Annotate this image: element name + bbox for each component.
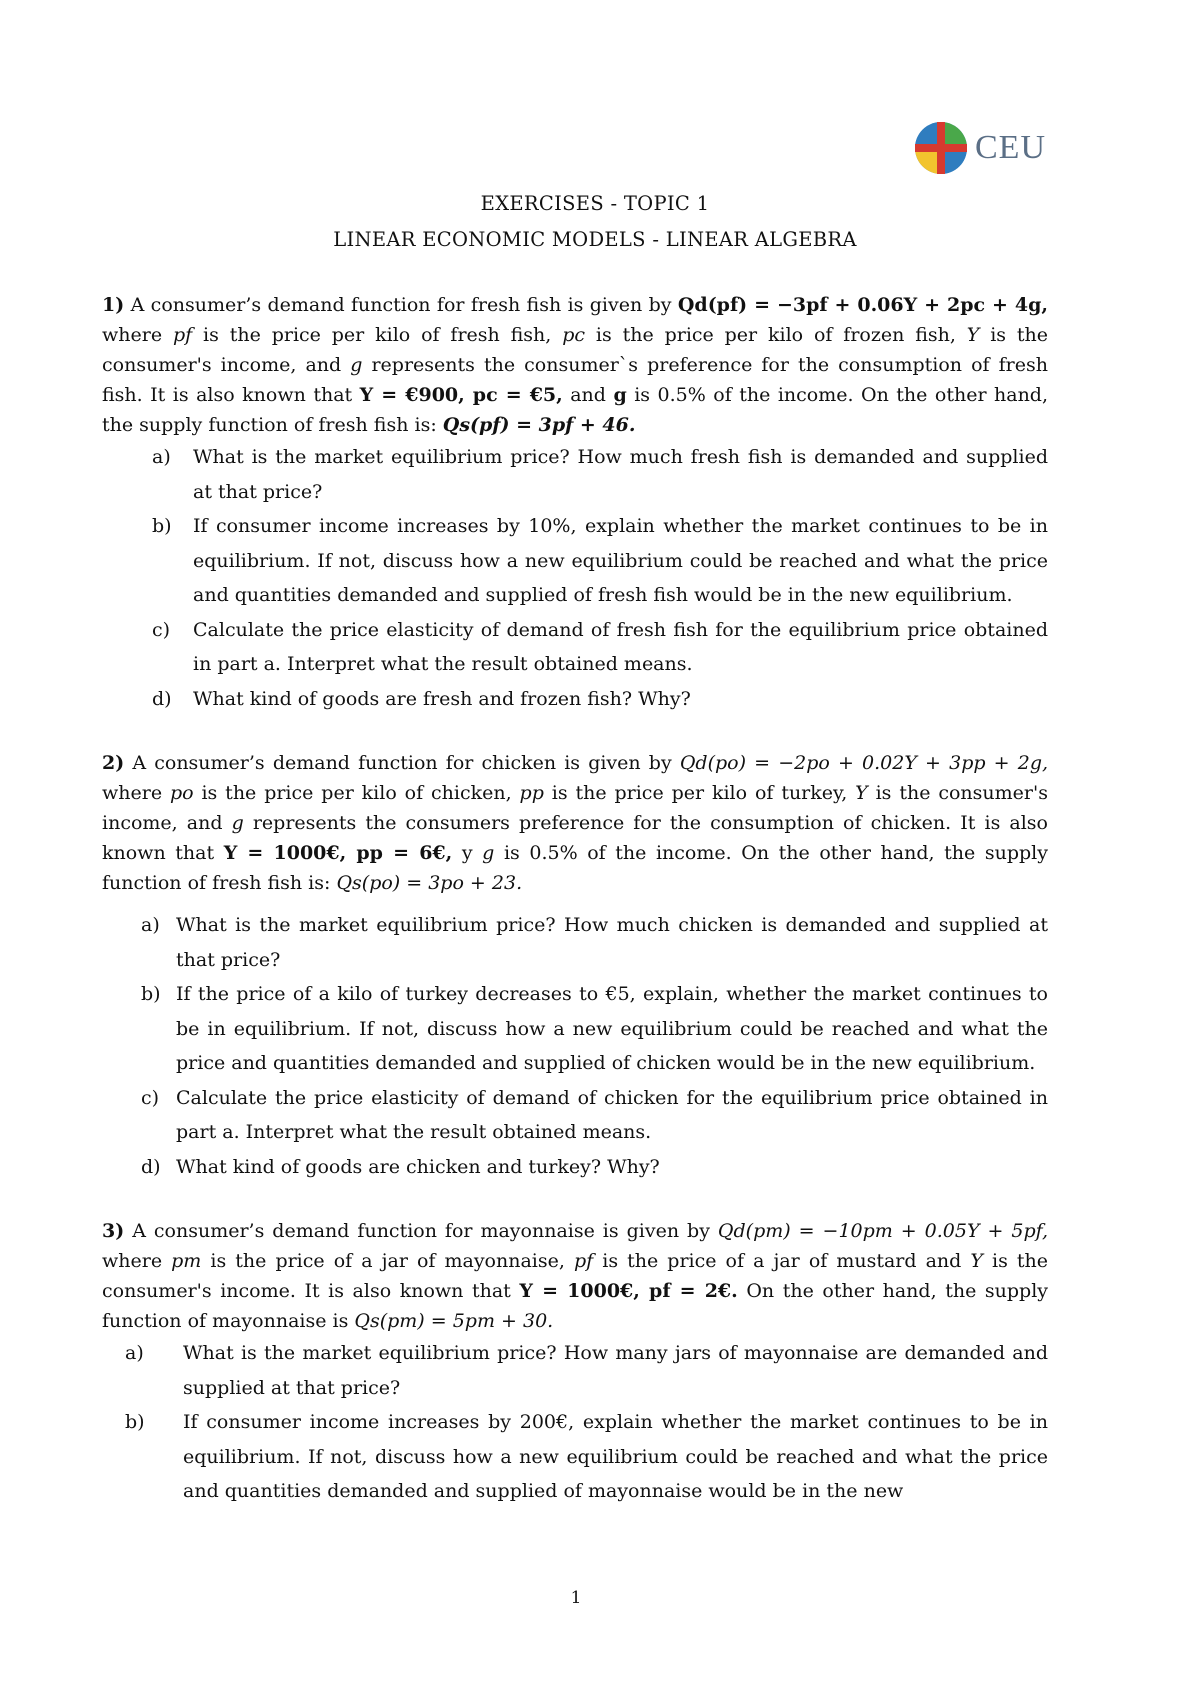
- question-label: c): [141, 1086, 160, 1109]
- variable: Y: [855, 782, 868, 804]
- exercise-1-statement: [102, 290, 1048, 440]
- question-label: a): [125, 1342, 144, 1364]
- exercise-list: [102, 290, 1048, 1509]
- statement-text: y: [461, 842, 473, 864]
- statement-text: where: [102, 782, 163, 804]
- logo-text: CEU: [975, 129, 1046, 166]
- question-text: If consumer income increases by 200€, explain whether the market continues to be in equilibrium. If not, discuss how a new equilibrium could be reached and what the price and quantities demanded and supplied of mayonnaise would be in the new: [183, 1411, 1048, 1502]
- document-title: EXERCISES - TOPIC 1: [480, 192, 710, 215]
- page-number: 1: [570, 1588, 582, 1608]
- known-values: Y = €900, pc = €5,: [359, 384, 563, 406]
- list-item: [102, 440, 1048, 509]
- statement-text: represents the consumer`s preference for the consumption of fresh fish. It is also known that: [102, 354, 1048, 406]
- list-item: [102, 682, 1048, 717]
- list-item: [102, 1081, 1048, 1150]
- exercise-number: 3): [102, 1220, 125, 1242]
- question-label: b): [141, 983, 161, 1005]
- question-text: What is the market equilibrium price? How much fresh fish is demanded and supplied at that price?: [193, 446, 1048, 503]
- statement-text: is the consumer's income, and: [102, 782, 1048, 834]
- variable: po: [169, 782, 194, 804]
- exercise-number: 2): [102, 752, 125, 774]
- variable: g: [350, 354, 363, 376]
- question-text: What kind of goods are fresh and frozen fish? Why?: [193, 687, 691, 710]
- question-text: If consumer income increases by 10%, explain whether the market continues to be in equilibrium. If not, discuss how a new equilibrium could be reached and what the price and quantities demanded and supplied of fresh fish would be in the new equilibrium.: [193, 515, 1048, 606]
- known-values: Y = 1000€, pp = 6€,: [223, 842, 453, 864]
- statement-text: A consumer’s demand function for mayonnaise is given by: [132, 1220, 710, 1242]
- ceu-logo: [913, 120, 1046, 176]
- question-label: b): [125, 1411, 145, 1433]
- variable: pp: [519, 782, 544, 804]
- statement-text: is 0.5% of the income. On the other hand, the supply function of fresh fish is:: [102, 384, 1049, 436]
- question-label: c): [152, 618, 171, 641]
- exercise-number: 1): [102, 294, 125, 316]
- question-label: d): [141, 1155, 161, 1178]
- statement-text: is 0.5% of the income. On the other hand, the supply function of fresh fish is:: [102, 842, 1048, 894]
- statement-text: where: [102, 1250, 163, 1272]
- known-values: Y = 1000€, pf = 2€.: [519, 1280, 738, 1302]
- demand-equation: Qd(pm) = −10pm + 0.05Y + 5pf,: [717, 1220, 1049, 1242]
- question-list: [102, 440, 1048, 716]
- statement-text: A consumer’s demand function for chicken is given by: [132, 752, 672, 774]
- supply-equation: Qs(po) = 3po + 23.: [336, 872, 523, 894]
- statement-text: is the price per kilo of turkey,: [551, 782, 848, 804]
- demand-equation: Qd(pf) = −3pf + 0.06Y + 2pc + 4g,: [677, 294, 1048, 316]
- question-label: b): [152, 515, 172, 537]
- variable: g: [231, 812, 244, 834]
- supply-equation: Qs(pf) = 3pf + 46.: [442, 414, 636, 436]
- exercise-3: [102, 1216, 1048, 1509]
- list-item: [102, 908, 1048, 977]
- question-text: If the price of a kilo of turkey decreases to €5, explain, whether the market continues to be in equilibrium. If not, discuss how a new equilibrium could be reached and what the price and quantities demanded and supplied of chicken would be in the new equilibrium.: [176, 983, 1048, 1074]
- statement-text: is the price of a jar of mustard and: [602, 1250, 962, 1272]
- question-text: Calculate the price elasticity of demand of chicken for the equilibrium price obtained in part a. Interpret what the result obtained means.: [176, 1086, 1048, 1143]
- statement-text: is the price of a jar of mayonnaise,: [210, 1250, 565, 1272]
- statement-text: is the consumer's income, and: [102, 324, 1049, 376]
- statement-text: is the price per kilo of fresh fish,: [203, 324, 552, 346]
- variable: pf: [573, 1250, 594, 1272]
- statement-text: On the other hand, the supply function of mayonnaise is: [102, 1280, 1048, 1332]
- statement-text: and: [570, 384, 606, 406]
- question-text: Calculate the price elasticity of demand of fresh fish for the equilibrium price obtained in part a. Interpret what the result obtained means.: [193, 618, 1048, 675]
- variable: Y: [966, 324, 980, 346]
- statement-text: is the price per kilo of chicken,: [201, 782, 512, 804]
- demand-equation: Qd(po) = −2po + 0.02Y + 3pp + 2g,: [679, 752, 1049, 774]
- statement-text: is the price per kilo of frozen fish,: [595, 324, 956, 346]
- exercise-3-statement: [102, 1216, 1048, 1336]
- statement-text: A consumer’s demand function for fresh fish is given by: [130, 294, 672, 316]
- list-item: [102, 1336, 1048, 1405]
- exercise-2-statement: [102, 748, 1048, 898]
- question-label: a): [152, 446, 171, 468]
- list-item: [102, 1150, 1048, 1185]
- list-item: [102, 977, 1048, 1081]
- question-list: [102, 908, 1048, 1184]
- variable: pf: [172, 324, 193, 346]
- list-item: [102, 613, 1048, 682]
- supply-equation: Qs(pm) = 5pm + 30.: [354, 1310, 554, 1332]
- variable: Y: [970, 1250, 983, 1272]
- exercise-1: [102, 290, 1048, 716]
- variable: pm: [171, 1250, 202, 1272]
- question-label: a): [141, 914, 160, 936]
- question-text: What kind of goods are chicken and turkey? Why?: [176, 1155, 660, 1178]
- statement-text: is the consumer's income. It is also known that: [102, 1250, 1049, 1302]
- statement-text: represents the consumers preference for the consumption of chicken. It is also known that: [102, 812, 1048, 864]
- question-text: What is the market equilibrium price? How much chicken is demanded and supplied at that price?: [176, 914, 1048, 971]
- statement-text: where: [102, 324, 163, 346]
- list-item: [102, 509, 1048, 613]
- ceu-cross-icon: [913, 120, 969, 176]
- variable: pc: [562, 324, 586, 346]
- list-item: [102, 1405, 1048, 1509]
- question-list: [102, 1336, 1048, 1509]
- variable: g: [482, 842, 495, 864]
- exercise-2: [102, 748, 1048, 1184]
- question-label: d): [152, 687, 172, 710]
- variable: g: [613, 384, 627, 406]
- document-subtitle: LINEAR ECONOMIC MODELS - LINEAR ALGEBRA: [333, 228, 857, 251]
- question-text: What is the market equilibrium price? How many jars of mayonnaise are demanded and supplied at that price?: [183, 1342, 1048, 1399]
